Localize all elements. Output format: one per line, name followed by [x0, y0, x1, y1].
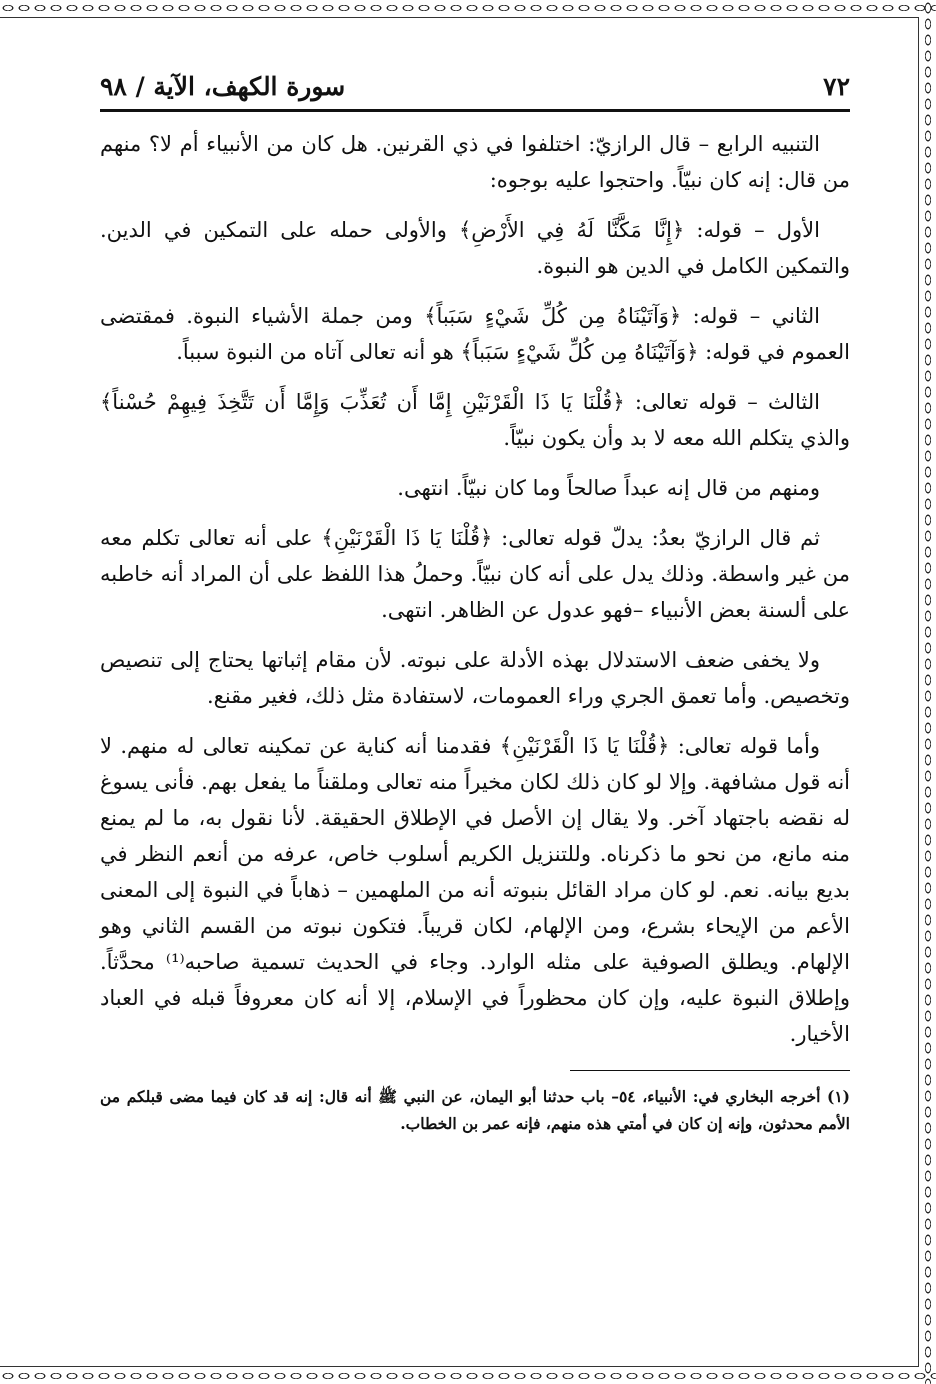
footnote-rule [570, 1070, 850, 1071]
paragraph: الثاني – قوله: ﴿وَآتَيْنَاهُ مِن كُلِّ شَيْءٍ سَبَباً﴾ ومن جملة الأشياء النبوة. فمقتضى العموم في قوله: ﴿وَآتَيْنَاهُ مِن كُلِّ شَيْءٍ سَبَباً﴾ هو أنه تعالى آتاه من النبوة سبباً. [100, 304, 850, 364]
decorative-border-top [0, 0, 936, 16]
frame-line-bottom [0, 1366, 918, 1367]
paragraph: وأما قوله تعالى: ﴿قُلْنَا يَا ذَا الْقَرْنَيْنِ﴾ فقدمنا أنه كناية عن تمكينه تعالى له منهم. لا أنه قول مشافهة. وإلا لو كان ذلك لكان مخيراً منه تعالى وملقناً ما يفعل بهم. فأنى يسوغ له نقضه باجتهاد آخر. ولا يقال إن الأصل في الإطلاق الحقيقة. لأنا نقول به، ما لم يمنع منه مانع، من نحو ما ذكرناه. وللتنزيل الكريم أسلوب خاص، عرفه من أنعم النظر في بديع بيانه. نعم. لو كان مراد القائل بنبوته أنه من الملهمين – ذهاباً في النبوة إلى المعنى الأعم من الإيحاء بشرع، ومن الإلهام، لكان قريباً. فتكون نبوته من القسم الثاني وهو الإلهام. ويطلق الصوفية على مثله الوارد. وجاء في الحديث تسمية صاحبه⁽¹⁾ محدَّثاً. وإطلاق النبوة عليه، وإن كان محظوراً في الإسلام، إلا أنه كان معروفاً قبله في العباد الأخيار. [100, 734, 850, 1046]
frame-line-top [0, 17, 918, 18]
paragraph: ومنهم من قال إنه عبداً صالحاً وما كان نبيّاً. انتهى. [397, 476, 820, 500]
decorative-border-right [920, 0, 936, 1384]
page-header [100, 60, 850, 109]
header-rule [100, 109, 850, 112]
page-number: ٧٢ [823, 72, 850, 101]
decorative-border-bottom [0, 1368, 936, 1384]
footnote: (١) أخرجه البخاري في: الأنبياء، ٥٤– باب حدثنا أبو اليمان، عن النبي ﷺ أنه قال: إنه قد كان فيما مضى قبلكم من الأمم محدثون، وإنه إن كان في أمتي هذه منهم، فإنه عمر بن الخطاب. [100, 1087, 851, 1133]
paragraph: ثم قال الرازيّ بعدُ: يدلّ قوله تعالى: ﴿قُلْنَا يَا ذَا الْقَرْنَيْنِ﴾ على أنه تعالى تكلم معه من غير واسطة. وذلك يدل على أنه كان نبيّاً. وحملُ هذا اللفظ على أن المراد أنه خاطبه على ألسنة بعض الأنبياء –فهو عدول عن الظاهر. انتهى. [100, 526, 850, 622]
frame-line-right [918, 17, 919, 1367]
paragraph: الثالث – قوله تعالى: ﴿قُلْنَا يَا ذَا الْقَرْنَيْنِ إِمَّا أَن تُعَذِّبَ وَإِمَّا أَن تَتَّخِذَ فِيهِمْ حُسْناً﴾ والذي يتكلم الله معه لا بد وأن يكون نبيّاً. [100, 390, 850, 450]
paragraph: ولا يخفى ضعف الاستدلال بهذه الأدلة على نبوته. لأن مقام إثباتها يحتاج إلى تنصيص وتخصيص. وأما تعمق الجري وراء العمومات، لاستفادة مثل ذلك، فغير مقنع. [100, 648, 850, 708]
running-title: سورة الكهف، الآية / ٩٨ [100, 72, 346, 101]
paragraph: التنبيه الرابع – قال الرازيّ: اختلفوا في ذي القرنين. هل كان من الأنبياء أم لا؟ منهم من قال: إنه كان نبيّاً. واحتجوا عليه بوجوه: [100, 132, 850, 192]
page-content [100, 60, 850, 1137]
paragraph: الأول – قوله: ﴿إِنَّا مَكَّنَّا لَهُ فِي الأَرْضِ﴾ والأولى حمله على التمكين في الدين. والتمكين الكامل في الدين هو النبوة. [100, 218, 850, 278]
